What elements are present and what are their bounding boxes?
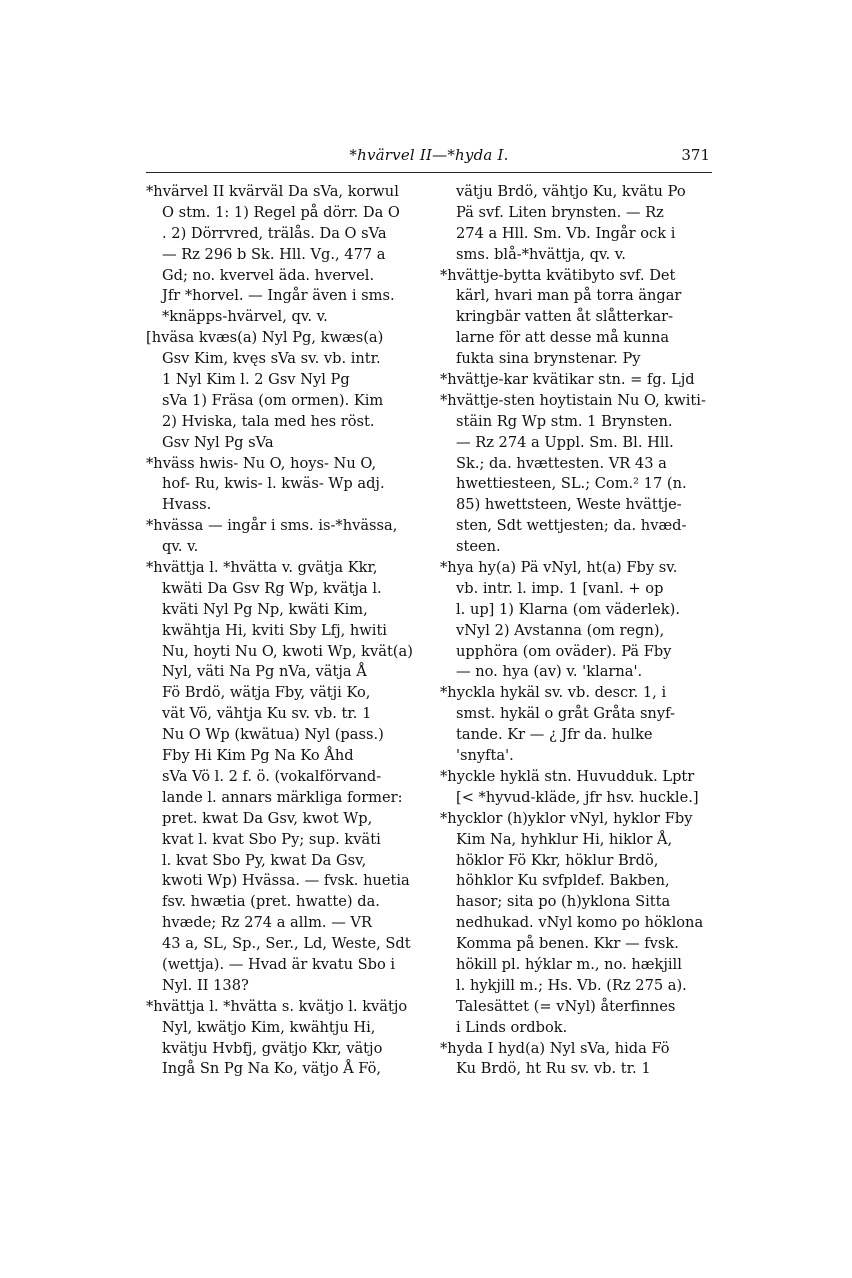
text-line: 274 a Hll. Sm. Vb. Ingår ock i [456,224,676,242]
text-line: *hvässa — ingår i sms. is-*hvässa, [146,517,398,535]
text-line: *hycklor (h)yklor vNyl, hyklor Fby [440,809,693,827]
text-line: Jfr *horvel. — Ingår även i sms. [162,287,395,305]
text-line: vb. intr. l. imp. 1 [vanl. + op [456,579,664,597]
text-line: Ku Brdö, ht Ru sv. vb. tr. 1 [456,1060,651,1078]
text-line: *hvärvel II kvärväl Da sVa, korwul [146,183,399,200]
text-line: O stm. 1: 1) Regel på dörr. Da O [162,203,400,221]
text-line: Nyl, kwätjo Kim, kwähtju Hi, [162,1018,376,1036]
text-line: Hvass. [162,496,212,514]
text-line: 43 a, SL, Sp., Ser., Ld, Weste, Sdt [162,935,411,953]
text-line: l. kvat Sbo Py, kwat Da Gsv, [162,851,367,869]
text-line: Gsv Nyl Pg sVa [162,433,274,451]
header-rule [146,172,712,173]
text-line: Nyl, väti Na Pg nVa, vätja Å [162,663,367,681]
text-line: hof- Ru, kwis- l. kwäs- Wp adj. [162,475,385,493]
text-line: hvæde; Rz 274 a allm. — VR [162,914,372,932]
text-line: upphöra (om oväder). Pä Fby [456,642,672,660]
left-column [146,182,416,1080]
text-line: *hvättje-bytta kvätibyto svf. Det [440,266,676,284]
text-line: Nyl. II 138? [162,976,249,994]
text-line: *hvättja l. *hvätta s. kvätjo l. kvätjo [146,997,408,1015]
text-line: kväti Nyl Pg Np, kwäti Kim, [162,600,368,618]
text-line: 1 Nyl Kim l. 2 Gsv Nyl Pg [162,371,350,389]
text-line: larne för att desse må kunna [456,329,670,347]
text-line: sten, Sdt wettjesten; da. hvæd- [456,517,687,535]
text-line: Ingå Sn Pg Na Ko, vätjo Å Fö, [162,1060,382,1078]
text-line: *hvättja l. *hvätta v. gvätja Kkr, [146,559,378,577]
text-line: kwäti Da Gsv Rg Wp, kvätja l. [162,579,382,597]
text-line: höhklor Ku svfpldef. Bakben, [456,872,670,890]
text-line: *hya hy(a) Pä vNyl, ht(a) Fby sv. [440,559,678,577]
text-line: kvat l. kvat Sbo Py; sup. kväti [162,830,381,848]
text-line: (wettja). — Hvad är kvatu Sbo i [162,955,396,973]
text-line: Komma på benen. Kkr — fvsk. [456,935,679,953]
text-line: sms. blå-*hvättja, qv. v. [456,245,626,263]
text-line: *hyckle hyklä stn. Huvudduk. Lptr [440,767,695,785]
text-line: 85) hwettsteen, Weste hvättje- [456,496,682,514]
text-line: smst. hykäl o gråt Gråta snyf- [456,705,675,723]
text-line: — Rz 296 b Sk. Hll. Vg., 477 a [162,245,386,263]
text-line: hwettiesteen, SL.; Com.² 17 (n. [456,475,687,493]
text-line: höklor Fö Kkr, höklur Brdö, [456,851,659,869]
text-line: pret. kwat Da Gsv, kwot Wp, [162,809,373,827]
text-line: kwähtja Hi, kviti Sby Lfj, hwiti [162,621,387,639]
text-line: l. up] 1) Klarna (om väderlek). [456,600,680,618]
text-line: *hvättje-kar kvätikar stn. = fg. Ljd [440,371,695,389]
text-line: Fby Hi Kim Pg Na Ko Åhd [162,747,354,765]
text-line: kringbär vatten åt slåtterkar- [456,308,674,326]
text-line: sVa Vö l. 2 f. ö. (vokalförvand- [162,767,382,785]
text-line: kwoti Wp) Hvässa. — fvsk. huetia [162,872,410,890]
text-line: steen. [456,538,501,556]
page-header [146,142,712,170]
text-line: lande l. annars märkliga former: [162,788,403,806]
text-line: nedhukad. vNyl komo po höklona [456,914,704,932]
running-head: *hvärvel II—*hyda I. [349,146,509,164]
text-line: vät Vö, vähtja Ku sv. vb. tr. 1 [162,705,372,723]
text-line: Gsv Kim, kvęs sVa sv. vb. intr. [162,350,381,368]
text-line: kvätju Hvbfj, gvätjo Kkr, vätjo [162,1039,383,1057]
text-line: — no. hya (av) v. 'klarna'. [456,663,643,681]
text-line: hasor; sita po (h)yklona Sitta [456,893,671,911]
right-column [440,182,710,1080]
text-line: *hväss hwis- Nu O, hoys- Nu O, [146,454,377,472]
text-line: [< *hyvud-kläde, jfr hsv. huckle.] [456,788,699,806]
text-line: vätju Brdö, vähtjo Ku, kvätu Po [456,183,686,200]
text-line: Gd; no. kvervel äda. hvervel. [162,266,375,284]
text-line: 2) Hviska, tala med hes röst. [162,412,375,430]
text-line: Fö Brdö, wätja Fby, vätji Ko, [162,684,371,702]
text-line: sVa 1) Fräsa (om ormen). Kim [162,391,384,409]
text-line: Pä svf. Liten brynsten. — Rz [456,203,664,221]
text-line: . 2) Dörrvred, trälås. Da O sVa [162,224,387,242]
text-line: hökill pl. hýklar m., no. hækjill [456,955,682,973]
text-line: *knäpps-hvärvel, qv. v. [162,308,328,326]
text-line: Nu O Wp (kwätua) Nyl (pass.) [162,726,384,744]
text-line: l. hykjill m.; Hs. Vb. (Rz 275 a). [456,976,687,994]
text-line: tande. Kr — ¿ Jfr da. hulke [456,726,653,744]
page-number: 371 [681,146,710,164]
text-line: vNyl 2) Avstanna (om regn), [456,621,665,639]
text-line: kärl, hvari man på torra ängar [456,287,682,305]
text-line: *hvättje-sten hoytistain Nu O, kwiti- [440,391,706,409]
text-line: i Linds ordbok. [456,1018,568,1036]
text-line: fsv. hwætia (pret. hwatte) da. [162,893,380,911]
text-line: Nu, hoyti Nu O, kwoti Wp, kvät(a) [162,642,413,660]
text-line: 'snyfta'. [456,747,514,765]
text-line: Talesättet (= vNyl) återfinnes [456,997,676,1015]
text-line: fukta sina brynstenar. Py [456,350,641,368]
text-line: *hyda I hyd(a) Nyl sVa, hida Fö [440,1039,670,1057]
text-line: Sk.; da. hvættesten. VR 43 a [456,454,667,472]
text-line: Kim Na, hyhklur Hi, hiklor Å, [456,830,673,848]
text-line: *hyckla hykäl sv. vb. descr. 1, i [440,684,667,702]
text-line: [hväsa kvæs(a) Nyl Pg, kwæs(a) [146,329,384,347]
text-line: stäin Rg Wp stm. 1 Brynsten. [456,412,673,430]
text-line: qv. v. [162,538,199,556]
text-line: — Rz 274 a Uppl. Sm. Bl. Hll. [456,433,674,451]
